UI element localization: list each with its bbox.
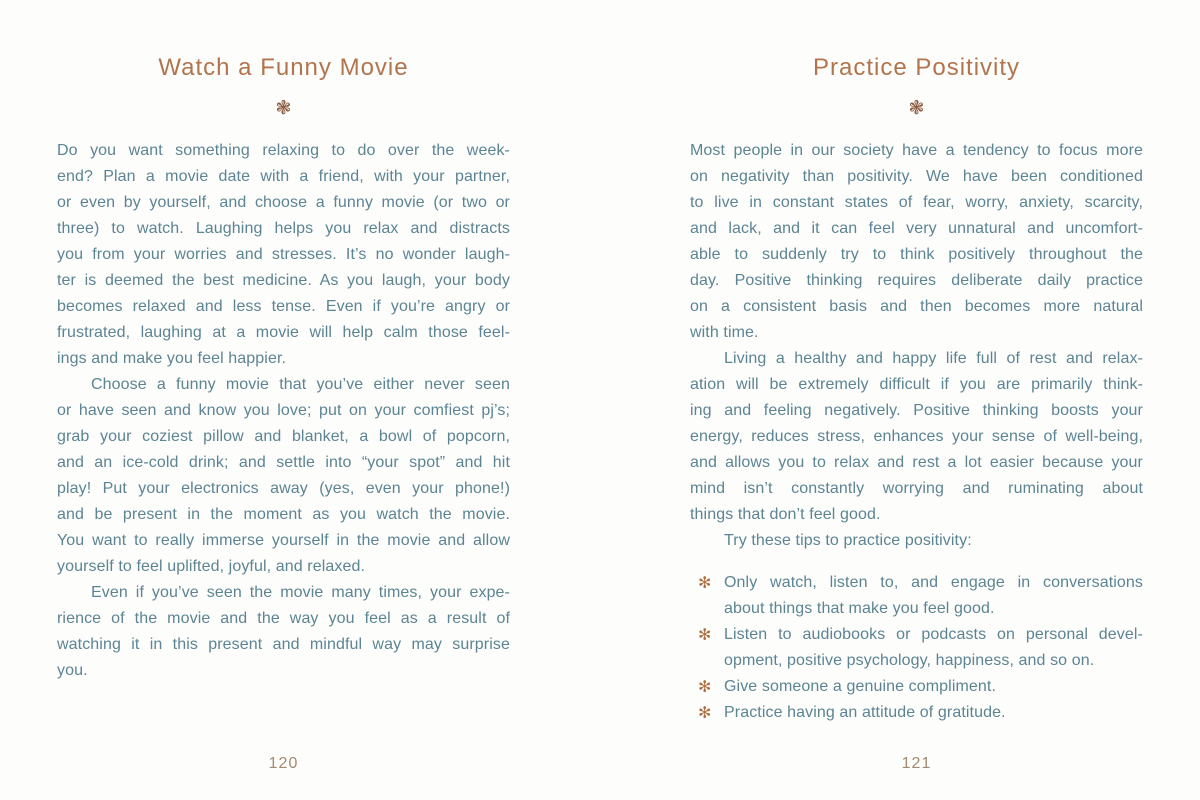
paragraph (690, 528, 1143, 554)
body-line: ✻ Practice having an attitude of gratitude. (690, 700, 1143, 726)
body-line: ✻ Only watch, listen to, and engage in conversations (690, 570, 1143, 596)
body-line: Even if you’ve seen the movie many times, your expe- (91, 584, 510, 601)
body-line: mind isn’t constantly worrying and ruminating about (690, 480, 1143, 497)
page-right (690, 0, 1143, 800)
asterisk-bullet-icon: ✻ (698, 677, 712, 696)
body-line: and lack, and it can feel very unnatural and uncomfort- (690, 220, 1143, 237)
body-line: and an ice-cold drink; and settle into “your spot” and hit (57, 454, 510, 471)
body-line: Try these tips to practice positivity: (724, 532, 972, 549)
paragraph (57, 372, 510, 580)
bullet-item (690, 674, 1143, 700)
flower-ornament-icon: ❃ (908, 97, 925, 119)
body-line: ✻ Give someone a genuine compliment. (690, 674, 1143, 700)
paragraph (57, 580, 510, 684)
body-line: ings and make you feel happier. (57, 350, 287, 367)
body-line: on a consistent basis and then becomes more natural (690, 298, 1143, 315)
body-line: and allows you to relax and rest a lot easier because your (690, 454, 1143, 471)
body-line: energy, reduces stress, enhances your sense of well-being, (690, 428, 1143, 445)
bullet-item (690, 570, 1143, 622)
body-line: opment, positive psychology, happiness, and so on. (724, 652, 1095, 669)
body-line: grab your coziest pillow and blanket, a bowl of popcorn, (57, 428, 510, 445)
body-line: Living a healthy and happy life full of rest and relax- (724, 350, 1143, 367)
flower-ornament-icon: ❃ (275, 97, 292, 119)
body-line: three) to watch. Laughing helps you relax and distracts (57, 220, 510, 237)
body-line: and be present in the moment as you watch the movie. (57, 506, 510, 523)
body-line: or even by yourself, and choose a funny movie (or two or (57, 194, 510, 211)
body-line: or have seen and know you love; put on your comfiest pj’s; (57, 402, 510, 419)
body-line: Choose a funny movie that you’ve either never seen (91, 376, 510, 393)
body-line: yourself to feel uplifted, joyful, and relaxed. (57, 558, 365, 575)
body-line: play! Put your electronics away (yes, even your phone!) (57, 480, 510, 497)
body-line: frustrated, laughing at a movie will help calm those feel- (57, 324, 510, 341)
bullet-list (690, 570, 1143, 726)
bullet-item (690, 622, 1143, 674)
body-line: about things that make you feel good. (724, 600, 995, 617)
body-line: day. Positive thinking requires deliberate daily practice (690, 272, 1143, 289)
body-line: ✻ Listen to audiobooks or podcasts on personal devel- (690, 622, 1143, 648)
asterisk-bullet-icon: ✻ (698, 625, 712, 644)
paragraph (690, 346, 1143, 528)
paragraph (690, 138, 1143, 346)
body-line: rience of the movie and the way you feel as a result of (57, 610, 510, 627)
page-number: 121 (901, 755, 932, 772)
page-title: Practice Positivity (812, 54, 1021, 81)
page-body (57, 138, 510, 684)
body-line: ation will be extremely difficult if you are primarily think- (690, 376, 1143, 393)
body-line: Do you want something relaxing to do over the week- (57, 142, 510, 159)
body-line: with time. (690, 324, 759, 341)
body-line: able to suddenly try to think positively throughout the (690, 246, 1143, 263)
page-body (690, 138, 1143, 726)
bullet-item (690, 700, 1143, 726)
asterisk-bullet-icon: ✻ (698, 573, 712, 592)
body-line: end? Plan a movie date with a friend, with your partner, (57, 168, 510, 185)
body-line: you from your worries and stresses. It’s no wonder laugh- (57, 246, 510, 263)
body-line: ter is deemed the best medicine. As you laugh, your body (57, 272, 510, 289)
body-line: to live in constant states of fear, worry, anxiety, scarcity, (690, 194, 1143, 211)
asterisk-bullet-icon: ✻ (698, 703, 712, 722)
body-line: Most people in our society have a tendency to focus more (690, 142, 1143, 159)
body-line: ing and feeling negatively. Positive thinking boosts your (690, 402, 1143, 419)
body-line: watching it in this present and mindful way may surprise (57, 636, 510, 653)
page-number: 120 (268, 755, 299, 772)
body-line: you. (57, 662, 88, 679)
paragraph (57, 138, 510, 372)
body-line: You want to really immerse yourself in the movie and allow (57, 532, 510, 549)
body-line: becomes relaxed and less tense. Even if you’re angry or (57, 298, 510, 315)
page-title: Watch a Funny Movie (158, 54, 409, 81)
page-left (57, 0, 510, 800)
body-line: things that don’t feel good. (690, 506, 881, 523)
body-line: on negativity than positivity. We have been conditioned (690, 168, 1143, 185)
